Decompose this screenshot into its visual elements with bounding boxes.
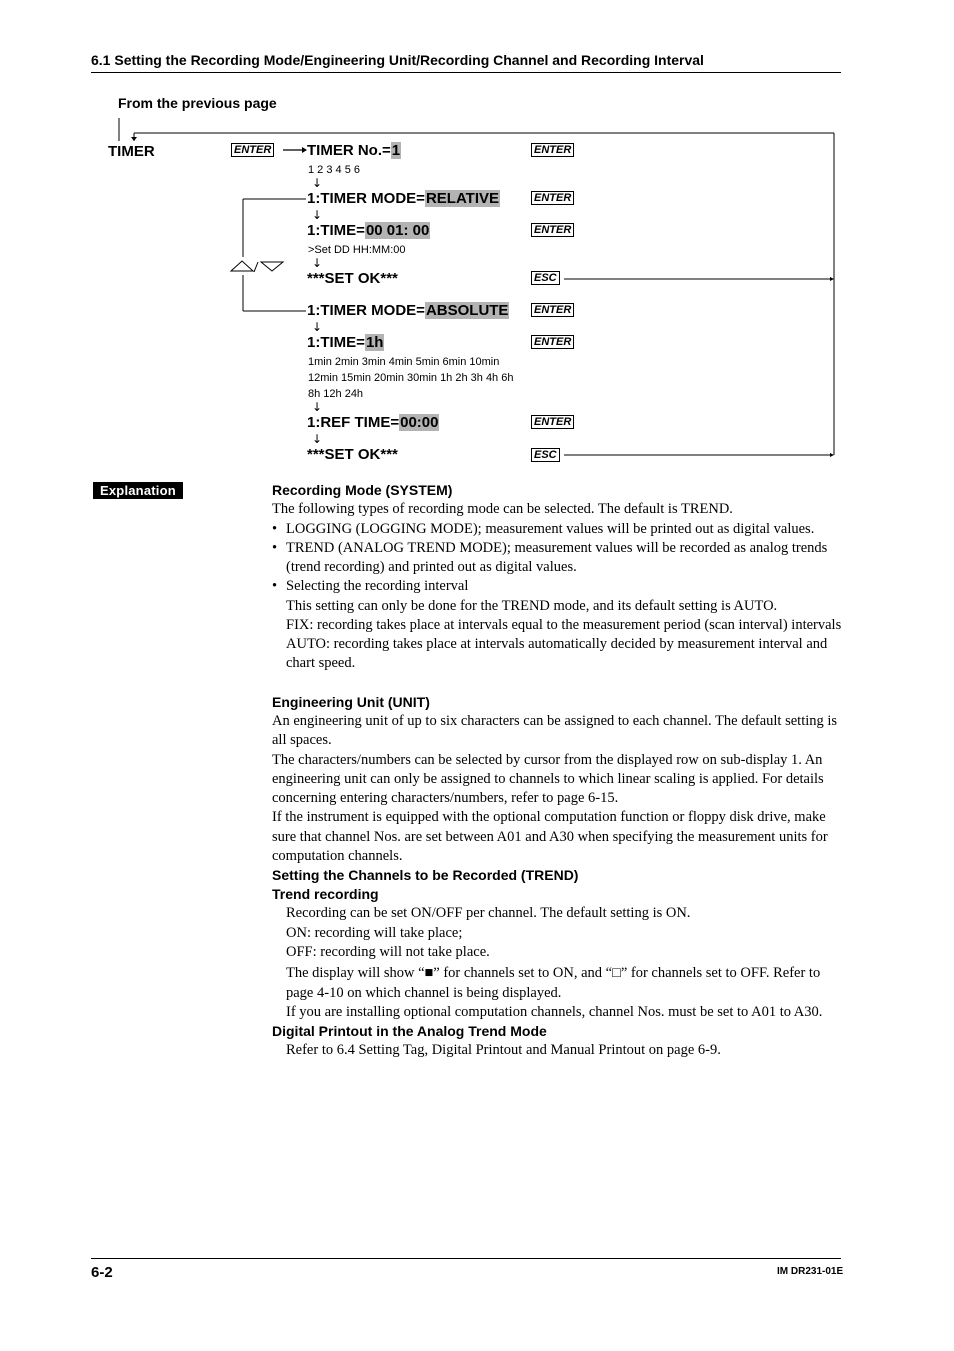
down-arrow-icon: ↓ [312,176,323,190]
paragraph: This setting can only be done for the TREND mode, and its default setting is AUTO. [286,598,778,614]
paragraph: If you are installing optional computation channels, channel Nos. must be set to A01 to A30. [286,1004,823,1020]
paragraph: FIX: recording takes place at intervals equal to the measurement period (scan interval) intervals [286,617,842,633]
menu-timer-no: TIMER No.=1 [307,142,401,159]
section-title-engineering-unit: Engineering Unit (UNIT) [272,694,430,710]
paragraph: all spaces. [272,732,332,748]
enter-key: ENTER [531,415,574,429]
paragraph: Refer to 6.4 Setting Tag, Digital Printout and Manual Printout on page 6-9. [286,1042,721,1058]
down-arrow-icon: ↓ [312,208,323,222]
bullet-text: Selecting the recording interval [286,578,469,594]
document-id: IM DR231-01E [777,1266,844,1277]
timer-label: TIMER [108,143,155,160]
down-arrow-icon: ↓ [312,400,323,414]
paragraph: chart speed. [286,655,356,671]
enter-key: ENTER [531,143,574,157]
paragraph: The characters/numbers can be selected by cursor from the displayed row on sub-display 1. An [272,752,823,768]
time-absolute-options: 8h 12h 24h [308,388,364,400]
enter-key: ENTER [531,191,574,205]
paragraph: The display will show “■” for channels set to ON, and “□” for channels set to OFF. Refer to [286,965,821,981]
footer-rule [91,1258,841,1259]
paragraph: engineering unit can only be assigned to channels to which linear scaling is applied. For details [272,771,824,787]
enter-key: ENTER [531,223,574,237]
page-number: 6-2 [91,1264,113,1281]
menu-time-relative: 1:TIME=00 01: 00 [307,222,430,239]
paragraph: AUTO: recording takes place at intervals automatically decided by measurement interval and [286,636,828,652]
section-title-recording-mode: Recording Mode (SYSTEM) [272,482,453,498]
esc-key: ESC [531,271,560,285]
paragraph: OFF: recording will not take place. [286,944,490,960]
paragraph: ON: recording will take place; [286,925,463,941]
paragraph: concerning entering characters/numbers, refer to page 6-15. [272,790,619,806]
esc-key: ESC [531,448,560,462]
bullet-text: (trend recording) and printed out as digital values. [286,559,577,575]
down-arrow-icon: ↓ [312,256,323,270]
enter-key: ENTER [531,335,574,349]
menu-mode-relative: 1:TIMER MODE=RELATIVE [307,190,499,207]
paragraph: page 4-10 on which channel is being displayed. [286,985,562,1001]
bullet-item: • [272,521,278,537]
paragraph: sure that channel Nos. are set between A01 and A30 when specifying the measurement units for [272,829,828,845]
paragraph: The following types of recording mode can be selected. The default is TREND. [272,501,733,517]
time-absolute-options: 12min 15min 20min 30min 1h 2h 3h 4h 6h [308,372,514,384]
explanation-badge: Explanation [93,482,183,499]
section-header: 6.1 Setting the Recording Mode/Engineering Unit/Recording Channel and Recording Interval [91,52,704,68]
subsection-title-trend: Trend recording [272,886,379,902]
menu-mode-absolute: 1:TIMER MODE=ABSOLUTE [307,302,509,319]
time-relative-hint: >Set DD HH:MM:00 [308,244,406,256]
paragraph: Recording can be set ON/OFF per channel. The default setting is ON. [286,905,691,921]
bullet-item: • [272,578,278,594]
menu-ref-time: 1:REF TIME=00:00 [307,414,439,431]
enter-key: ENTER [231,143,274,157]
up-down-arrow-keys-icon [231,261,283,272]
from-previous-label: From the previous page [118,95,277,111]
enter-key: ENTER [531,303,574,317]
down-arrow-icon: ↓ [312,320,323,334]
paragraph: An engineering unit of up to six characters can be assigned to each channel. The default setting is [272,713,838,729]
menu-set-ok: ***SET OK*** [307,446,398,463]
paragraph: If the instrument is equipped with the optional computation function or floppy disk drive, make [272,809,826,825]
flow-lines [0,0,954,480]
menu-set-ok: ***SET OK*** [307,270,398,287]
timer-no-options: 1 2 3 4 5 6 [308,164,360,176]
section-title-channels: Setting the Channels to be Recorded (TREND) [272,867,579,883]
down-arrow-icon: ↓ [312,432,323,446]
paragraph: computation channels. [272,848,403,864]
menu-time-absolute: 1:TIME=1h [307,334,384,351]
section-title-digital-printout: Digital Printout in the Analog Trend Mode [272,1023,547,1039]
bullet-item: • [272,540,278,556]
bullet-text: LOGGING (LOGGING MODE); measurement values will be printed out as digital values. [286,521,815,537]
bullet-text: TREND (ANALOG TREND MODE); measurement values will be recorded as analog trends [286,540,828,556]
time-absolute-options: 1min 2min 3min 4min 5min 6min 10min [308,356,500,368]
